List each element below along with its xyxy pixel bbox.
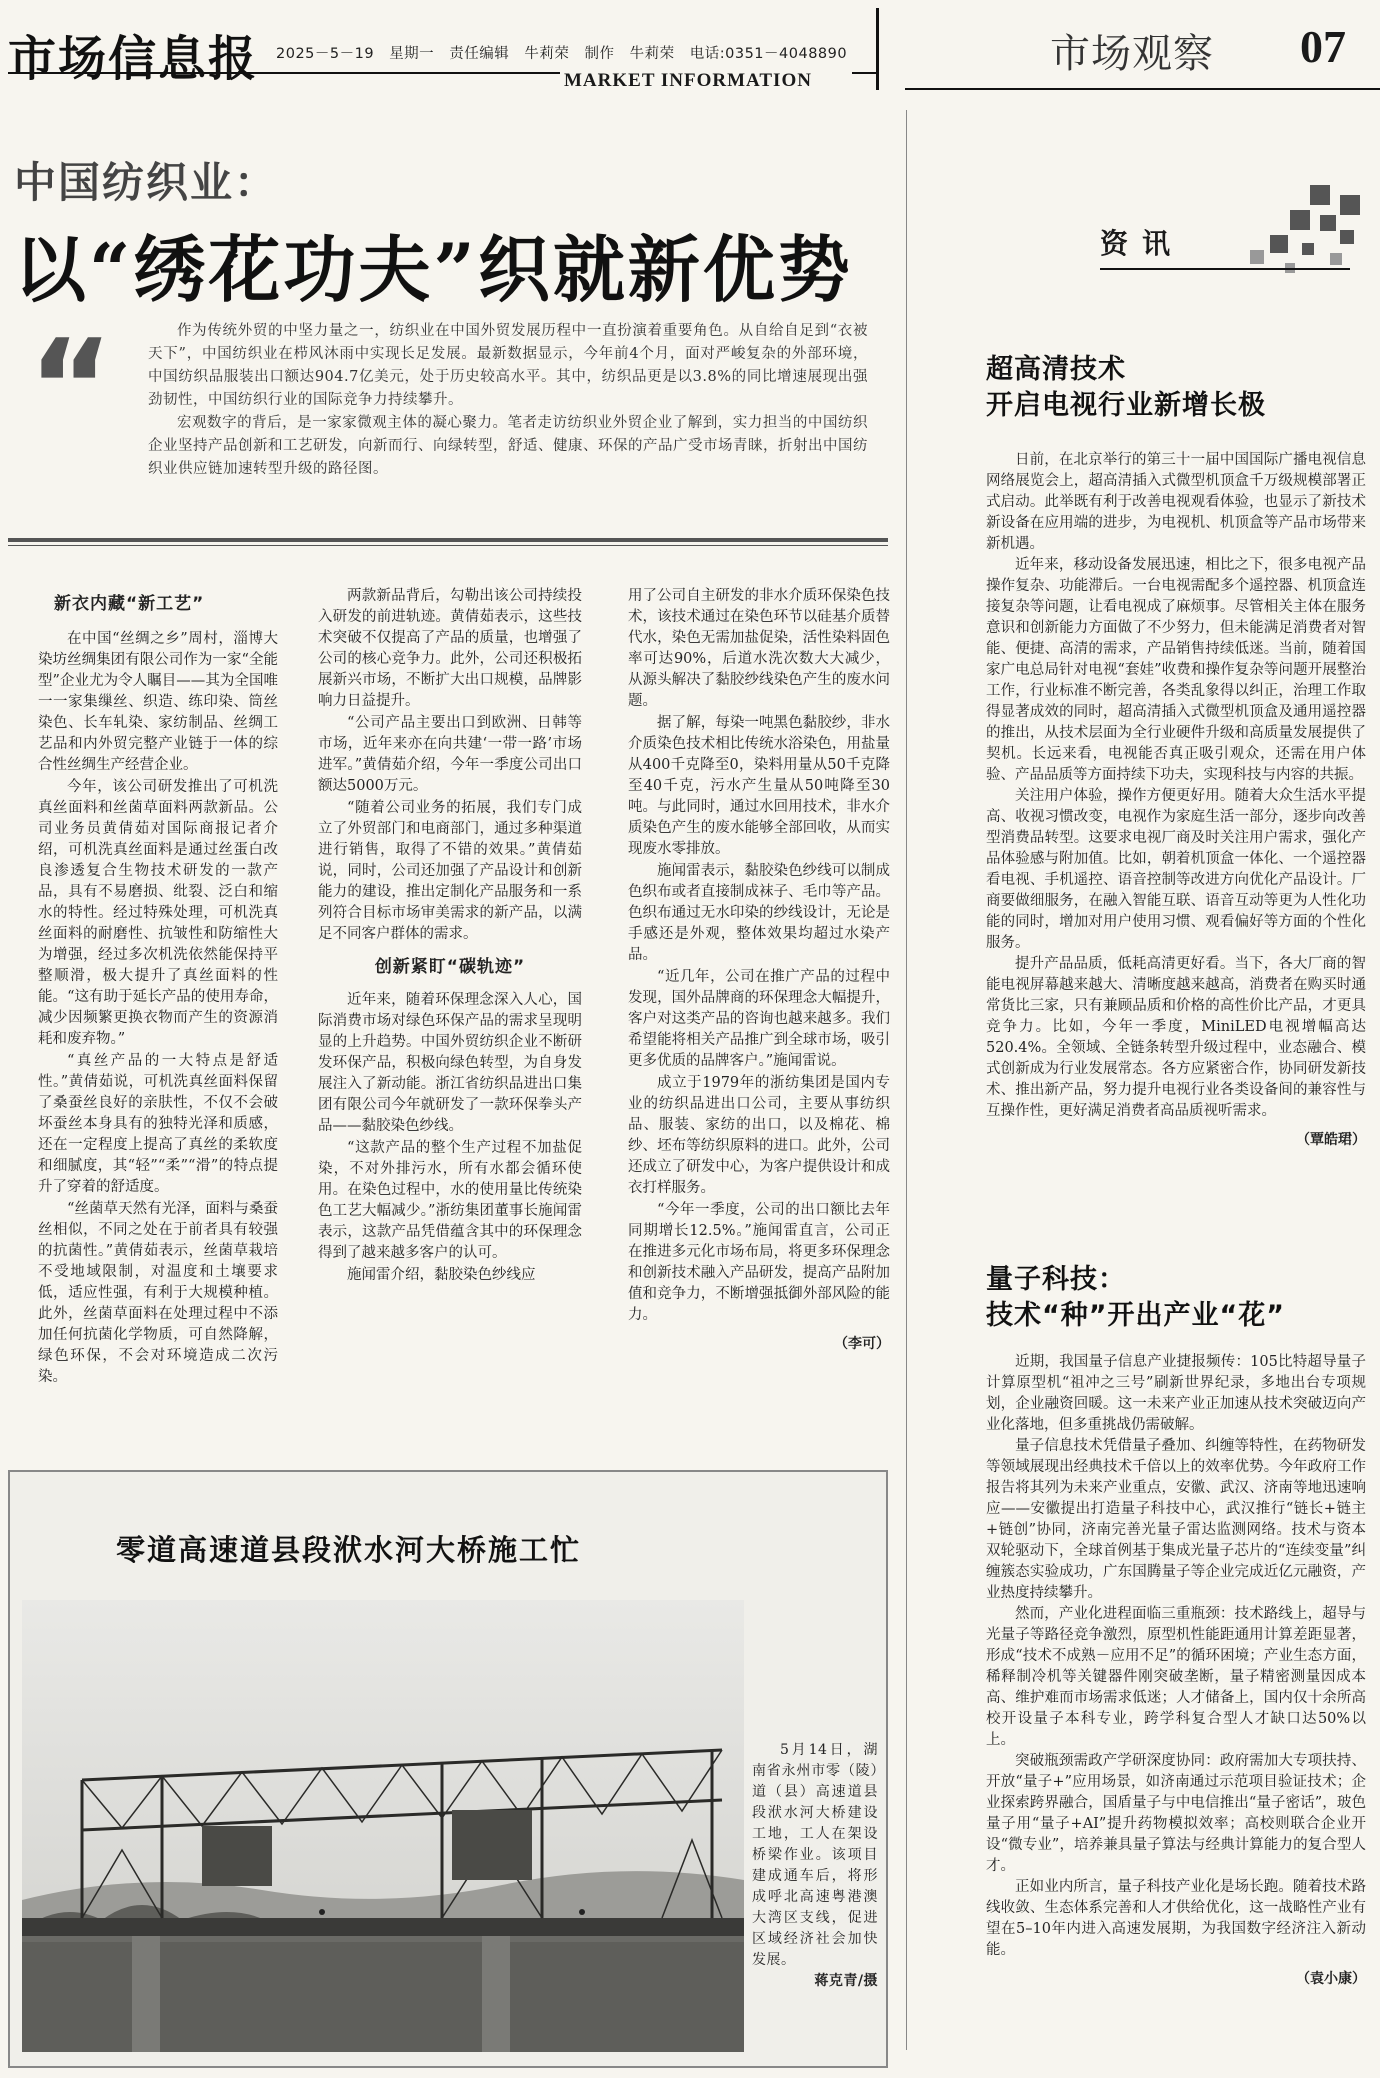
issue-meta [276, 42, 857, 63]
paragraph: 日前，在北京举行的第三十一届中国国际广播电视信息网络展览会上，超高清插入式微型机顶盒千万级规模部署正式启动。此举既有利于改善电视观看体验，也显示了新技术新设备在应用端的进步，为电视机、机顶盒等产品市场带来新机遇。 [986, 452, 1366, 552]
news-tag-rule [1100, 268, 1350, 270]
paragraph: 近期，我国量子信息产业捷报频传：105比特超导量子计算原型机“祖冲之三号”刷新世界纪录，多地出台专项规划，企业融资回暖。这一未来产业正加速从技术突破迈向产业化落地，但多重挑战仍需破解。 [986, 1354, 1366, 1433]
paragraph: 正如业内所言，量子科技产业化是场长跑。随着技术路线收敛、生态体系完善和人才供给优化，这一战略性产业有望在5–10年内进入高速发展期，为我国数字经济注入新动能。 [986, 1879, 1366, 1958]
paragraph: “这款产品的整个生产过程不加盐促染，不对外排污水，所有水都会循环使用。在染色过程中，水的使用量比传统染色工艺大幅减少。”浙纺集团董事长施闻雷表示，这款产品凭借蕴含其中的环保理念得到了越来越多客户的认可。 [318, 1140, 582, 1261]
maker-label: 制作 [584, 46, 615, 62]
issue-date: 2025－5－19 [276, 46, 375, 62]
masthead-rule [852, 72, 876, 74]
photo-title: 零道高速道县段洑水河大桥施工忙 [116, 1533, 582, 1567]
paragraph: 在中国“丝绸之乡”周村，淄博大染坊丝绸集团有限公司作为一家“全能型”企业尤为令人瞩目——其为全国唯一一家集缫丝、织造、练印染、筒丝染色、长车轧染、家纺制品、丝绸工艺品和内外贸完整产业链于一体的综合性丝绸生产经营企业。 [38, 631, 278, 773]
lead-column-3 [628, 586, 890, 1355]
masthead-rule [8, 72, 560, 74]
paragraph: 突破瓶颈需政产学研深度协同：政府需加大专项扶持、开放“量子+”应用场景，如济南通过示范项目验证技术；企业探索跨界融合，国盾量子与中电信推出“量子密话”，玻色量子用“量子+AI”提升药物模拟效率；高校则联合企业开设“微专业”，培养兼具量子算法与经典计算能力的复合型人才。 [986, 1753, 1366, 1874]
sidebar-article-body [986, 450, 1366, 1151]
intro-paragraph: 宏观数字的背后，是一家家微观主体的凝心聚力。笔者走访纺织业外贸企业了解到，实力担当的中国纺织企业坚持产品创新和工艺研发，向新而行、向绿转型，舒适、健康、环保的产品广受市场青睐，折射出中国纺织业供应链加速转型升级的路径图。 [148, 415, 868, 477]
paragraph: 然而，产业化进程面临三重瓶颈：技术路线上，超导与光量子等路径竞争激烈，原型机性能距通用计算差距显著，形成“技术不成熟－应用不足”的循环困境；产业生态方面，稀释制冷机等关键器件刚突破垄断，量子精密测量因成本高、维护难而市场需求低迷；人才储备上，国内仅十余所高校开设量子本科专业，跨学科复合型人才缺口达50%以上。 [986, 1606, 1366, 1748]
sidebar-article-title [986, 352, 1266, 424]
lead-kicker: 中国纺织业： [14, 158, 279, 207]
section-name: 市场观察 [1050, 31, 1214, 77]
quote-mark-icon: “ [28, 311, 114, 463]
intro-rule [8, 545, 888, 546]
column-divider [906, 110, 907, 2050]
intro-paragraph: 作为传统外贸的中坚力量之一，纺织业在中国外贸发展历程中一直扮演着重要角色。从自给自足到“衣被天下”，中国纺织业在栉风沐雨中实现长足发展。最新数据显示，今年前4个月，面对严峻复杂的外部环境，中国纺织品服装出口额达904.7亿美元，处于历史较高水平。其中，纺织品更是以3.8%的同比增速展现出强劲韧性，中国纺织行业的国际竞争力持续攀升。 [148, 323, 868, 408]
paragraph: 用了公司自主研发的非水介质环保染色技术，该技术通过在染色环节以硅基介质替代水，染色无需加盐促染，活性染料固色率可达90%，后道水洗次数大大减少，从源头解决了黏胶纱线染色产生的废水问题。 [628, 588, 890, 709]
paragraph: 成立于1979年的浙纺集团是国内专业的纺织品进出口公司，主要从事纺织品、服装、家纺的出口，以及棉花、棉纱、坯布等纺织原料的进口。此外，公司还成立了研发中心，为客户提供设计和成衣打样服务。 [628, 1075, 890, 1196]
sidebar-article-title [986, 1262, 1285, 1334]
paragraph: 关注用户体验，操作方便更好用。随着大众生活水平提高、收视习惯改变，电视作为家庭生活一部分，逐步向改善型消费品转型。这要求电视厂商及时关注用户需求，强化产品体验感与附加值。比如，朝着机顶盒一体化、一个遥控器看电视、手机遥控、语音控制等改进方向优化产品设计。厂商要做细服务，在融入智能互联、语音互动等更为人性化功能的同时，增加对用户使用习惯、观看偏好等方面的个性化服务。 [986, 788, 1366, 951]
masthead-english: MARKET INFORMATION [564, 70, 812, 91]
paragraph: 今年，该公司研发推出了可机洗真丝面料和丝菌草面料两款新品。公司业务员黄倩茹对国际商报记者介绍，可机洗真丝面料是通过丝蛋白改良渗透复合生物技术研发的一款产品，具有不易磨损、纰裂、泛白和缩水的特性。经过特殊处理，可机洗真丝面料的耐磨性、抗皱性和防缩性大为增强，经过多次机洗依然能保持平整顺滑，极大提升了真丝面料的性能。“这有助于延长产品的使用寿命，减少因频繁更换衣物而产生的资源消耗和废弃物。” [38, 779, 278, 1047]
newspaper-logo: 市场信息报 [8, 31, 259, 87]
subhead: 创新紧盯“碳轨迹” [374, 957, 526, 977]
paragraph: “真丝产品的一大特点是舒适性。”黄倩茹说，可机洗真丝面料保留了桑蚕丝良好的亲肤性，不仅不会破坏蚕丝本身具有的独特光泽和质感，还在一定程度上提高了真丝的柔软度和细腻度，其“轻”“柔”“滑”的特点提升了穿着的舒适度。 [38, 1053, 278, 1195]
lead-intro [148, 320, 868, 481]
lead-headline: 以“绣花功夫”织就新优势 [14, 227, 853, 312]
paragraph: 近年来，随着环保理念深入人心，国际消费市场对绿色环保产品的需求呈现明显的上升趋势。中国外贸纺织企业不断研发环保产品，积极向绿色转型，为自身发展注入了新动能。浙江省纺织品进出口集团有限公司今年就研发了一款环保拳头产品——黏胶染色纱线。 [318, 992, 582, 1134]
paragraph: 量子信息技术凭借量子叠加、纠缠等特性，在药物研发等领域展现出经典技术千倍以上的效率优势。今年政府工作报告将其列为未来产业重点，安徽、武汉、济南等地迅速响应——安徽提出打造量子科技中心，武汉推行“链长+链主+链创”协同，济南完善光量子雷达监测网络。技术与资本双轮驱动下，全球首例基于集成光量子芯片的“连续变量”纠缠簇态实验成功，广东国腾量子等企业完成近亿元融资，产业热度持续攀升。 [986, 1438, 1366, 1601]
editor-label: 责任编辑 [449, 46, 510, 62]
byline: （覃皓珺） [1296, 1132, 1366, 1148]
title-line: 技术“种”开出产业“花” [986, 1300, 1285, 1331]
paragraph: “近几年，公司在推广产品的过程中发现，国外品牌商的环保理念大幅提升，客户对这类产品的咨询也越来越多。我们希望能将相关产品推广到全球市场，吸引更多优质的品牌客户。”施闻雷说。 [628, 969, 890, 1069]
paragraph: 提升产品品质，低耗高清更好看。当下，各大厂商的智能电视屏幕越来越大、清晰度越来越高，消费者在购买时通常货比三家，只有兼顾品质和价格的高性价比产品，才更具竞争力。比如，今年一季度，MiniLED电视增幅高达520.4%。全领域、全链条转型升级过程中，业态融合、模式创新成为行业发展常态。各方应紧密合作，协同研发新技术、推出新产品，努力提升电视行业各类设备间的兼容性与互操作性，更好满足消费者高品质视听需求。 [986, 956, 1366, 1119]
phone: 电话:0351－4048890 [689, 46, 848, 62]
page-number: 07 [1300, 21, 1346, 72]
news-section-tag: 资讯 [1100, 227, 1185, 260]
lead-column-1 [38, 588, 278, 1389]
maker-name: 牛莉荣 [629, 46, 675, 62]
masthead-rule [905, 88, 1380, 90]
bridge-construction-photo [22, 1600, 744, 2052]
paragraph: 两款新品背后，勾勒出该公司持续投入研发的前进轨迹。黄倩茹表示，这些技术突破不仅提高了产品的质量，也增强了公司的核心竞争力。此外，公司还积极拓展新兴市场，不断扩大出口规模，品牌影响力日益提升。 [318, 588, 582, 709]
title-line: 量子科技： [986, 1264, 1126, 1295]
paragraph: 据了解，每染一吨黑色黏胶纱，非水介质染色技术相比传统水浴染色，用盐量从400千克降至0，染料用量从50千克降至40千克，污水产生量从50吨降至30吨。与此同时，通过水回用技术，非水介质染色产生的废水能够全部回收，从而实现废水零排放。 [628, 715, 890, 857]
paragraph: 近年来，移动设备发展迅速，相比之下，很多电视产品操作复杂、功能滞后。一台电视需配多个遥控器、机顶盒连接复杂等问题，让看电视成了麻烦事。尽管相关主体在服务意识和创新能力方面做了不少努力，但未能满足消费者对智能、便捷、高清的需求，产品销售持续低迷。当前，随着国家广电总局针对电视“套娃”收费和操作复杂等问题开展整治工作，行业标准不断完善，各类乱象得以纠正，治理工作取得显著成效的同时，超高清插入式微型机顶盒及通用遥控器的推出，从技术层面为全行业硬件升级和高质量发展提供了契机。长远来看，电视能否真正吸引观众，还需在用户体验、产品品质等方面持续下功夫，实现科技与内容的共振。 [986, 557, 1366, 783]
paragraph: “公司产品主要出口到欧洲、日韩等市场，近年来亦在向共建‘一带一路’市场进军。”黄倩茹介绍，今年一季度公司出口额达5000万元。 [318, 715, 582, 794]
photo-credit: 蒋克青/摄 [814, 1973, 878, 1989]
masthead [0, 0, 1380, 100]
byline: （袁小康） [1296, 1971, 1366, 1987]
paragraph: 施闻雷表示，黏胶染色纱线可以制成色织布或者直接制成袜子、毛巾等产品。色织布通过无水印染的纱线设计，无论是手感还是外观，整体效果均超过水染产品。 [628, 863, 890, 963]
title-line: 超高清技术 [986, 354, 1126, 385]
photo-caption [752, 1740, 878, 1992]
issue-weekday: 星期一 [389, 46, 435, 62]
title-line: 开启电视行业新增长极 [986, 390, 1266, 421]
subhead: 新衣内藏“新工艺” [54, 594, 205, 614]
lead-column-2 [318, 586, 582, 1287]
decorative-pattern-icon [1190, 185, 1360, 275]
paragraph: “今年一季度，公司的出口额比去年同期增长12.5%。”施闻雷直言，公司正在推进多元化市场布局，将更多环保理念和创新技术融入产品研发，提高产品附加值和竞争力，不断增强抵御外部风险的能力。 [628, 1202, 890, 1323]
masthead-divider [876, 8, 879, 90]
paragraph: 施闻雷介绍，黏胶染色纱线应 [347, 1267, 536, 1283]
editor-name: 牛莉荣 [524, 46, 570, 62]
paragraph: “随着公司业务的拓展，我们专门成立了外贸部门和电商部门，通过多种渠道进行销售，取得了不错的效果。”黄倩茹说，同时，公司还加强了产品设计和创新能力的建设，推出定制化产品服务和一系列符合目标市场审美需求的新产品，以满足不同客户群体的需求。 [318, 800, 582, 942]
paragraph: “丝菌草天然有光泽，面料与桑蚕丝相似，不同之处在于前者具有较强的抗菌性。”黄倩茹表示，丝菌草栽培不受地域限制，对温度和土壤要求低，适应性强，有利于大规模种植。此外，丝菌草面料在处理过程中不添加任何抗菌化学物质，可自然降解，绿色环保，不会对环境造成二次污染。 [38, 1201, 278, 1385]
byline: （李可） [834, 1336, 890, 1352]
caption-text: 5月14日，湖南省永州市零（陵）道（县）高速道县段洑水河大桥建设工地，工人在架设桥梁作业。该项目建成通车后，将形成呼北高速粤港澳大湾区支线，促进区域经济社会加快发展。 [752, 1742, 878, 1968]
sidebar-article-body [986, 1352, 1366, 1990]
intro-rule [8, 538, 888, 542]
